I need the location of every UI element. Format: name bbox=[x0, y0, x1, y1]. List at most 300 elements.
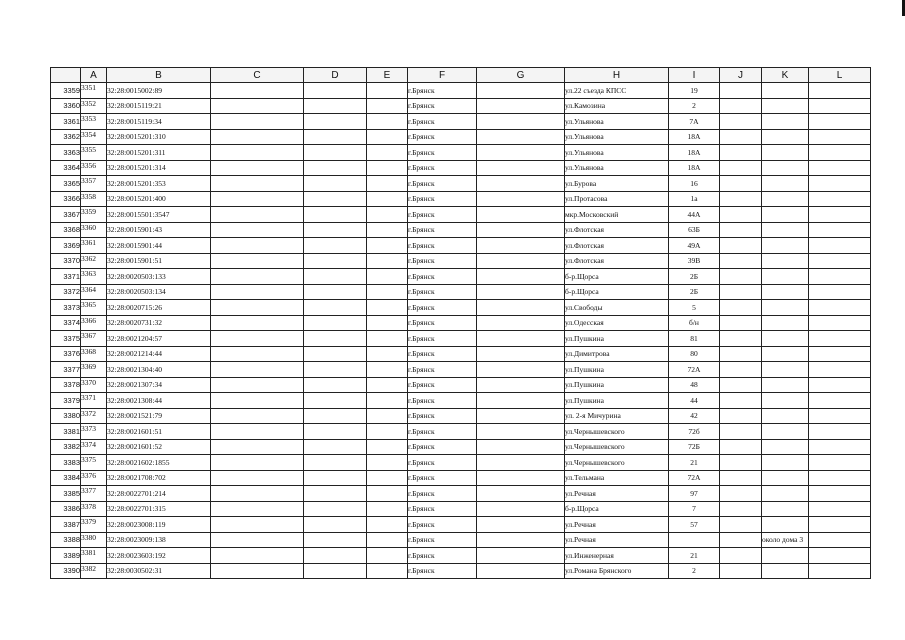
corner-header[interactable] bbox=[51, 68, 81, 83]
cell-j[interactable] bbox=[720, 548, 762, 564]
cell-h-street[interactable]: ул.Пушкина bbox=[565, 362, 669, 378]
cell-c[interactable] bbox=[211, 222, 304, 238]
cell-i-house-number[interactable]: 1а bbox=[669, 191, 720, 207]
cell-j[interactable] bbox=[720, 145, 762, 161]
cell-b-cadastral-number[interactable]: 32:28:0015201:310 bbox=[107, 129, 211, 145]
cell-f-city[interactable]: г.Брянск bbox=[408, 501, 477, 517]
cell-h-street[interactable]: ул.Свободы bbox=[565, 300, 669, 316]
cell-l[interactable] bbox=[809, 346, 871, 362]
cell-i-house-number[interactable]: 18А bbox=[669, 160, 720, 176]
cell-g[interactable] bbox=[477, 284, 565, 300]
cell-l[interactable] bbox=[809, 176, 871, 192]
cell-k-note[interactable] bbox=[762, 253, 809, 269]
cell-e[interactable] bbox=[367, 269, 408, 285]
cell-j[interactable] bbox=[720, 300, 762, 316]
cell-c[interactable] bbox=[211, 501, 304, 517]
cell-d[interactable] bbox=[304, 315, 367, 331]
cell-a[interactable]: 3365 bbox=[81, 300, 107, 316]
cell-k-note[interactable] bbox=[762, 501, 809, 517]
cell-j[interactable] bbox=[720, 563, 762, 579]
cell-g[interactable] bbox=[477, 377, 565, 393]
cell-e[interactable] bbox=[367, 176, 408, 192]
cell-j[interactable] bbox=[720, 486, 762, 502]
cell-h-street[interactable]: ул.Пушкина bbox=[565, 377, 669, 393]
cell-h-street[interactable]: ул.Речная bbox=[565, 517, 669, 533]
cell-h-street[interactable]: ул.Ульянова bbox=[565, 129, 669, 145]
cell-i-house-number[interactable]: 2Б bbox=[669, 269, 720, 285]
cell-j[interactable] bbox=[720, 377, 762, 393]
column-header-d[interactable]: D bbox=[304, 68, 367, 83]
cell-e[interactable] bbox=[367, 129, 408, 145]
cell-b-cadastral-number[interactable]: 32:28:0015901:51 bbox=[107, 253, 211, 269]
cell-a[interactable]: 3381 bbox=[81, 548, 107, 564]
cell-g[interactable] bbox=[477, 160, 565, 176]
cell-e[interactable] bbox=[367, 98, 408, 114]
cell-k-note[interactable] bbox=[762, 269, 809, 285]
cell-e[interactable] bbox=[367, 470, 408, 486]
cell-d[interactable] bbox=[304, 563, 367, 579]
cell-l[interactable] bbox=[809, 486, 871, 502]
row-number[interactable]: 3371 bbox=[51, 269, 81, 285]
cell-e[interactable] bbox=[367, 362, 408, 378]
cell-k-note[interactable] bbox=[762, 83, 809, 99]
cell-h-street[interactable]: ул.Инженерная bbox=[565, 548, 669, 564]
row-number[interactable]: 3363 bbox=[51, 145, 81, 161]
cell-j[interactable] bbox=[720, 284, 762, 300]
cell-k-note[interactable] bbox=[762, 439, 809, 455]
cell-g[interactable] bbox=[477, 129, 565, 145]
cell-h-street[interactable]: б-р.Щорса bbox=[565, 501, 669, 517]
cell-c[interactable] bbox=[211, 315, 304, 331]
cell-a[interactable]: 3356 bbox=[81, 160, 107, 176]
cell-d[interactable] bbox=[304, 269, 367, 285]
cell-i-house-number[interactable]: 2Б bbox=[669, 284, 720, 300]
cell-i-house-number[interactable]: 97 bbox=[669, 486, 720, 502]
row-number[interactable]: 3376 bbox=[51, 346, 81, 362]
cell-l[interactable] bbox=[809, 207, 871, 223]
cell-i-house-number[interactable]: 7А bbox=[669, 114, 720, 130]
cell-g[interactable] bbox=[477, 548, 565, 564]
cell-d[interactable] bbox=[304, 114, 367, 130]
cell-k-note[interactable] bbox=[762, 408, 809, 424]
cell-a[interactable]: 3372 bbox=[81, 408, 107, 424]
cell-h-street[interactable]: мкр.Московский bbox=[565, 207, 669, 223]
cell-c[interactable] bbox=[211, 439, 304, 455]
cell-g[interactable] bbox=[477, 470, 565, 486]
cell-f-city[interactable]: г.Брянск bbox=[408, 517, 477, 533]
cell-j[interactable] bbox=[720, 83, 762, 99]
cell-j[interactable] bbox=[720, 176, 762, 192]
cell-h-street[interactable]: ул.Бурова bbox=[565, 176, 669, 192]
cell-g[interactable] bbox=[477, 346, 565, 362]
cell-b-cadastral-number[interactable]: 32:28:0021214:44 bbox=[107, 346, 211, 362]
cell-k-note[interactable] bbox=[762, 486, 809, 502]
cell-k-note[interactable] bbox=[762, 114, 809, 130]
cell-g[interactable] bbox=[477, 393, 565, 409]
cell-i-house-number[interactable]: 21 bbox=[669, 455, 720, 471]
cell-a[interactable]: 3371 bbox=[81, 393, 107, 409]
cell-d[interactable] bbox=[304, 300, 367, 316]
cell-h-street[interactable]: ул.Пушкина bbox=[565, 331, 669, 347]
cell-e[interactable] bbox=[367, 160, 408, 176]
cell-b-cadastral-number[interactable]: 32:28:0021307:34 bbox=[107, 377, 211, 393]
cell-j[interactable] bbox=[720, 98, 762, 114]
cell-d[interactable] bbox=[304, 253, 367, 269]
cell-h-street[interactable]: ул.Речная bbox=[565, 532, 669, 548]
cell-j[interactable] bbox=[720, 408, 762, 424]
column-header-e[interactable]: E bbox=[367, 68, 408, 83]
cell-f-city[interactable]: г.Брянск bbox=[408, 284, 477, 300]
cell-i-house-number[interactable]: 16 bbox=[669, 176, 720, 192]
column-header-k[interactable]: K bbox=[762, 68, 809, 83]
cell-b-cadastral-number[interactable]: 32:28:0021708:702 bbox=[107, 470, 211, 486]
cell-h-street[interactable]: ул.Флотская bbox=[565, 222, 669, 238]
cell-l[interactable] bbox=[809, 300, 871, 316]
cell-e[interactable] bbox=[367, 331, 408, 347]
cell-i-house-number[interactable]: 39В bbox=[669, 253, 720, 269]
cell-b-cadastral-number[interactable]: 32:28:0015119:34 bbox=[107, 114, 211, 130]
cell-e[interactable] bbox=[367, 393, 408, 409]
cell-j[interactable] bbox=[720, 160, 762, 176]
cell-b-cadastral-number[interactable]: 32:28:0022701:315 bbox=[107, 501, 211, 517]
cell-c[interactable] bbox=[211, 207, 304, 223]
cell-c[interactable] bbox=[211, 238, 304, 254]
cell-j[interactable] bbox=[720, 269, 762, 285]
column-header-g[interactable]: G bbox=[477, 68, 565, 83]
cell-i-house-number[interactable]: 21 bbox=[669, 548, 720, 564]
cell-h-street[interactable]: ул.Речная bbox=[565, 486, 669, 502]
cell-e[interactable] bbox=[367, 83, 408, 99]
cell-h-street[interactable]: ул.Ульянова bbox=[565, 160, 669, 176]
cell-j[interactable] bbox=[720, 424, 762, 440]
cell-g[interactable] bbox=[477, 501, 565, 517]
cell-d[interactable] bbox=[304, 207, 367, 223]
cell-g[interactable] bbox=[477, 300, 565, 316]
cell-e[interactable] bbox=[367, 563, 408, 579]
cell-d[interactable] bbox=[304, 548, 367, 564]
cell-l[interactable] bbox=[809, 238, 871, 254]
cell-f-city[interactable]: г.Брянск bbox=[408, 176, 477, 192]
cell-b-cadastral-number[interactable]: 32:28:0015901:44 bbox=[107, 238, 211, 254]
cell-b-cadastral-number[interactable]: 32:28:0015201:314 bbox=[107, 160, 211, 176]
row-number[interactable]: 3390 bbox=[51, 563, 81, 579]
cell-a[interactable]: 3352 bbox=[81, 98, 107, 114]
cell-l[interactable] bbox=[809, 222, 871, 238]
cell-c[interactable] bbox=[211, 517, 304, 533]
cell-h-street[interactable]: ул.Флотская bbox=[565, 253, 669, 269]
cell-a[interactable]: 3367 bbox=[81, 331, 107, 347]
cell-d[interactable] bbox=[304, 238, 367, 254]
cell-f-city[interactable]: г.Брянск bbox=[408, 532, 477, 548]
row-number[interactable]: 3377 bbox=[51, 362, 81, 378]
cell-j[interactable] bbox=[720, 470, 762, 486]
cell-c[interactable] bbox=[211, 532, 304, 548]
cell-i-house-number[interactable]: 72б bbox=[669, 424, 720, 440]
cell-i-house-number[interactable]: 63Б bbox=[669, 222, 720, 238]
row-number[interactable]: 3362 bbox=[51, 129, 81, 145]
cell-d[interactable] bbox=[304, 470, 367, 486]
cell-g[interactable] bbox=[477, 331, 565, 347]
cell-c[interactable] bbox=[211, 346, 304, 362]
cell-a[interactable]: 3361 bbox=[81, 238, 107, 254]
cell-f-city[interactable]: г.Брянск bbox=[408, 346, 477, 362]
cell-k-note[interactable] bbox=[762, 222, 809, 238]
cell-f-city[interactable]: г.Брянск bbox=[408, 486, 477, 502]
cell-g[interactable] bbox=[477, 114, 565, 130]
cell-a[interactable]: 3376 bbox=[81, 470, 107, 486]
cell-b-cadastral-number[interactable]: 32:28:0023008:119 bbox=[107, 517, 211, 533]
cell-g[interactable] bbox=[477, 362, 565, 378]
cell-l[interactable] bbox=[809, 362, 871, 378]
cell-c[interactable] bbox=[211, 377, 304, 393]
cell-l[interactable] bbox=[809, 393, 871, 409]
cell-c[interactable] bbox=[211, 362, 304, 378]
cell-e[interactable] bbox=[367, 377, 408, 393]
cell-c[interactable] bbox=[211, 331, 304, 347]
cell-e[interactable] bbox=[367, 455, 408, 471]
cell-i-house-number[interactable]: 18А bbox=[669, 145, 720, 161]
cell-b-cadastral-number[interactable]: 32:28:0021601:51 bbox=[107, 424, 211, 440]
cell-c[interactable] bbox=[211, 269, 304, 285]
cell-a[interactable]: 3378 bbox=[81, 501, 107, 517]
cell-g[interactable] bbox=[477, 191, 565, 207]
cell-c[interactable] bbox=[211, 408, 304, 424]
cell-d[interactable] bbox=[304, 222, 367, 238]
cell-c[interactable] bbox=[211, 145, 304, 161]
cell-e[interactable] bbox=[367, 424, 408, 440]
row-number[interactable]: 3380 bbox=[51, 408, 81, 424]
cell-h-street[interactable]: ул.Чернышевского bbox=[565, 439, 669, 455]
cell-l[interactable] bbox=[809, 408, 871, 424]
cell-f-city[interactable]: г.Брянск bbox=[408, 222, 477, 238]
cell-b-cadastral-number[interactable]: 32:28:0015201:400 bbox=[107, 191, 211, 207]
row-number[interactable]: 3368 bbox=[51, 222, 81, 238]
cell-f-city[interactable]: г.Брянск bbox=[408, 269, 477, 285]
cell-l[interactable] bbox=[809, 331, 871, 347]
cell-d[interactable] bbox=[304, 362, 367, 378]
row-number[interactable]: 3359 bbox=[51, 83, 81, 99]
cell-l[interactable] bbox=[809, 439, 871, 455]
cell-f-city[interactable]: г.Брянск bbox=[408, 238, 477, 254]
cell-e[interactable] bbox=[367, 300, 408, 316]
cell-f-city[interactable]: г.Брянск bbox=[408, 455, 477, 471]
row-number[interactable]: 3373 bbox=[51, 300, 81, 316]
cell-l[interactable] bbox=[809, 160, 871, 176]
cell-l[interactable] bbox=[809, 269, 871, 285]
cell-f-city[interactable]: г.Брянск bbox=[408, 362, 477, 378]
cell-f-city[interactable]: г.Брянск bbox=[408, 377, 477, 393]
cell-g[interactable] bbox=[477, 222, 565, 238]
cell-e[interactable] bbox=[367, 548, 408, 564]
cell-l[interactable] bbox=[809, 517, 871, 533]
cell-e[interactable] bbox=[367, 253, 408, 269]
row-number[interactable]: 3364 bbox=[51, 160, 81, 176]
column-header-j[interactable]: J bbox=[720, 68, 762, 83]
cell-k-note[interactable] bbox=[762, 331, 809, 347]
cell-h-street[interactable]: ул.Протасова bbox=[565, 191, 669, 207]
cell-h-street[interactable]: ул.Флотская bbox=[565, 238, 669, 254]
cell-f-city[interactable]: г.Брянск bbox=[408, 470, 477, 486]
cell-k-note[interactable] bbox=[762, 284, 809, 300]
cell-b-cadastral-number[interactable]: 32:28:0015901:43 bbox=[107, 222, 211, 238]
cell-f-city[interactable]: г.Брянск bbox=[408, 114, 477, 130]
cell-h-street[interactable]: ул.Чернышевского bbox=[565, 455, 669, 471]
cell-a[interactable]: 3353 bbox=[81, 114, 107, 130]
cell-a[interactable]: 3358 bbox=[81, 191, 107, 207]
cell-f-city[interactable]: г.Брянск bbox=[408, 300, 477, 316]
cell-e[interactable] bbox=[367, 207, 408, 223]
cell-a[interactable]: 3362 bbox=[81, 253, 107, 269]
cell-g[interactable] bbox=[477, 486, 565, 502]
cell-g[interactable] bbox=[477, 532, 565, 548]
cell-i-house-number[interactable]: 42 bbox=[669, 408, 720, 424]
cell-l[interactable] bbox=[809, 470, 871, 486]
cell-g[interactable] bbox=[477, 517, 565, 533]
cell-j[interactable] bbox=[720, 207, 762, 223]
cell-d[interactable] bbox=[304, 393, 367, 409]
cell-e[interactable] bbox=[367, 501, 408, 517]
cell-i-house-number[interactable]: 44А bbox=[669, 207, 720, 223]
cell-a[interactable]: 3351 bbox=[81, 83, 107, 99]
cell-a[interactable]: 3382 bbox=[81, 563, 107, 579]
row-number[interactable]: 3382 bbox=[51, 439, 81, 455]
cell-i-house-number[interactable]: 72А bbox=[669, 470, 720, 486]
cell-k-note[interactable] bbox=[762, 346, 809, 362]
row-number[interactable]: 3384 bbox=[51, 470, 81, 486]
cell-i-house-number[interactable]: 19 bbox=[669, 83, 720, 99]
column-header-l[interactable]: L bbox=[809, 68, 871, 83]
cell-l[interactable] bbox=[809, 98, 871, 114]
cell-h-street[interactable]: ул.Ульянова bbox=[565, 114, 669, 130]
cell-l[interactable] bbox=[809, 501, 871, 517]
cell-i-house-number[interactable]: 72Б bbox=[669, 439, 720, 455]
row-number[interactable]: 3379 bbox=[51, 393, 81, 409]
cell-a[interactable]: 3355 bbox=[81, 145, 107, 161]
cell-i-house-number[interactable]: 2 bbox=[669, 98, 720, 114]
cell-h-street[interactable]: ул.Димитрова bbox=[565, 346, 669, 362]
row-number[interactable]: 3375 bbox=[51, 331, 81, 347]
row-number[interactable]: 3361 bbox=[51, 114, 81, 130]
cell-g[interactable] bbox=[477, 563, 565, 579]
cell-k-note[interactable] bbox=[762, 470, 809, 486]
row-number[interactable]: 3374 bbox=[51, 315, 81, 331]
row-number[interactable]: 3385 bbox=[51, 486, 81, 502]
cell-l[interactable] bbox=[809, 284, 871, 300]
cell-j[interactable] bbox=[720, 253, 762, 269]
column-header-a[interactable]: A bbox=[81, 68, 107, 83]
cell-e[interactable] bbox=[367, 439, 408, 455]
cell-g[interactable] bbox=[477, 439, 565, 455]
cell-c[interactable] bbox=[211, 486, 304, 502]
cell-h-street[interactable]: ул.Камозина bbox=[565, 98, 669, 114]
cell-f-city[interactable]: г.Брянск bbox=[408, 253, 477, 269]
cell-d[interactable] bbox=[304, 331, 367, 347]
cell-b-cadastral-number[interactable]: 32:28:0021304:40 bbox=[107, 362, 211, 378]
cell-a[interactable]: 3374 bbox=[81, 439, 107, 455]
cell-a[interactable]: 3369 bbox=[81, 362, 107, 378]
cell-b-cadastral-number[interactable]: 32:28:0023603:192 bbox=[107, 548, 211, 564]
cell-k-note[interactable]: около дома 3 bbox=[762, 532, 809, 548]
cell-a[interactable]: 3363 bbox=[81, 269, 107, 285]
cell-d[interactable] bbox=[304, 486, 367, 502]
column-header-c[interactable]: C bbox=[211, 68, 304, 83]
cell-h-street[interactable]: б-р.Щорса bbox=[565, 284, 669, 300]
cell-j[interactable] bbox=[720, 501, 762, 517]
cell-l[interactable] bbox=[809, 315, 871, 331]
column-header-b[interactable]: B bbox=[107, 68, 211, 83]
cell-c[interactable] bbox=[211, 176, 304, 192]
cell-l[interactable] bbox=[809, 377, 871, 393]
cell-f-city[interactable]: г.Брянск bbox=[408, 315, 477, 331]
cell-k-note[interactable] bbox=[762, 145, 809, 161]
cell-j[interactable] bbox=[720, 532, 762, 548]
cell-k-note[interactable] bbox=[762, 176, 809, 192]
cell-i-house-number[interactable]: 44 bbox=[669, 393, 720, 409]
cell-i-house-number[interactable]: 5 bbox=[669, 300, 720, 316]
cell-c[interactable] bbox=[211, 393, 304, 409]
cell-a[interactable]: 3366 bbox=[81, 315, 107, 331]
cell-e[interactable] bbox=[367, 532, 408, 548]
cell-k-note[interactable] bbox=[762, 238, 809, 254]
cell-a[interactable]: 3379 bbox=[81, 517, 107, 533]
cell-a[interactable]: 3368 bbox=[81, 346, 107, 362]
column-header-f[interactable]: F bbox=[408, 68, 477, 83]
cell-c[interactable] bbox=[211, 114, 304, 130]
cell-i-house-number[interactable]: 80 bbox=[669, 346, 720, 362]
cell-b-cadastral-number[interactable]: 32:28:0020731:32 bbox=[107, 315, 211, 331]
cell-f-city[interactable]: г.Брянск bbox=[408, 424, 477, 440]
cell-e[interactable] bbox=[367, 517, 408, 533]
cell-f-city[interactable]: г.Брянск bbox=[408, 207, 477, 223]
row-number[interactable]: 3366 bbox=[51, 191, 81, 207]
cell-h-street[interactable]: ул.Ульянова bbox=[565, 145, 669, 161]
cell-b-cadastral-number[interactable]: 32:28:0021308:44 bbox=[107, 393, 211, 409]
cell-i-house-number[interactable] bbox=[669, 532, 720, 548]
cell-d[interactable] bbox=[304, 191, 367, 207]
cell-d[interactable] bbox=[304, 176, 367, 192]
cell-l[interactable] bbox=[809, 191, 871, 207]
cell-d[interactable] bbox=[304, 83, 367, 99]
cell-d[interactable] bbox=[304, 377, 367, 393]
cell-k-note[interactable] bbox=[762, 191, 809, 207]
cell-d[interactable] bbox=[304, 346, 367, 362]
cell-i-house-number[interactable]: 57 bbox=[669, 517, 720, 533]
cell-f-city[interactable]: г.Брянск bbox=[408, 145, 477, 161]
cell-j[interactable] bbox=[720, 346, 762, 362]
cell-b-cadastral-number[interactable]: 32:28:0015002:89 bbox=[107, 83, 211, 99]
cell-k-note[interactable] bbox=[762, 393, 809, 409]
cell-f-city[interactable]: г.Брянск bbox=[408, 393, 477, 409]
row-number[interactable]: 3370 bbox=[51, 253, 81, 269]
cell-a[interactable]: 3380 bbox=[81, 532, 107, 548]
cell-l[interactable] bbox=[809, 548, 871, 564]
cell-d[interactable] bbox=[304, 501, 367, 517]
cell-l[interactable] bbox=[809, 563, 871, 579]
cell-l[interactable] bbox=[809, 532, 871, 548]
cell-c[interactable] bbox=[211, 98, 304, 114]
cell-e[interactable] bbox=[367, 191, 408, 207]
column-header-i[interactable]: I bbox=[669, 68, 720, 83]
cell-a[interactable]: 3375 bbox=[81, 455, 107, 471]
cell-b-cadastral-number[interactable]: 32:28:0015201:353 bbox=[107, 176, 211, 192]
cell-f-city[interactable]: г.Брянск bbox=[408, 160, 477, 176]
cell-i-house-number[interactable]: 72А bbox=[669, 362, 720, 378]
cell-k-note[interactable] bbox=[762, 424, 809, 440]
cell-l[interactable] bbox=[809, 114, 871, 130]
row-number[interactable]: 3369 bbox=[51, 238, 81, 254]
row-number[interactable]: 3367 bbox=[51, 207, 81, 223]
row-number[interactable]: 3387 bbox=[51, 517, 81, 533]
